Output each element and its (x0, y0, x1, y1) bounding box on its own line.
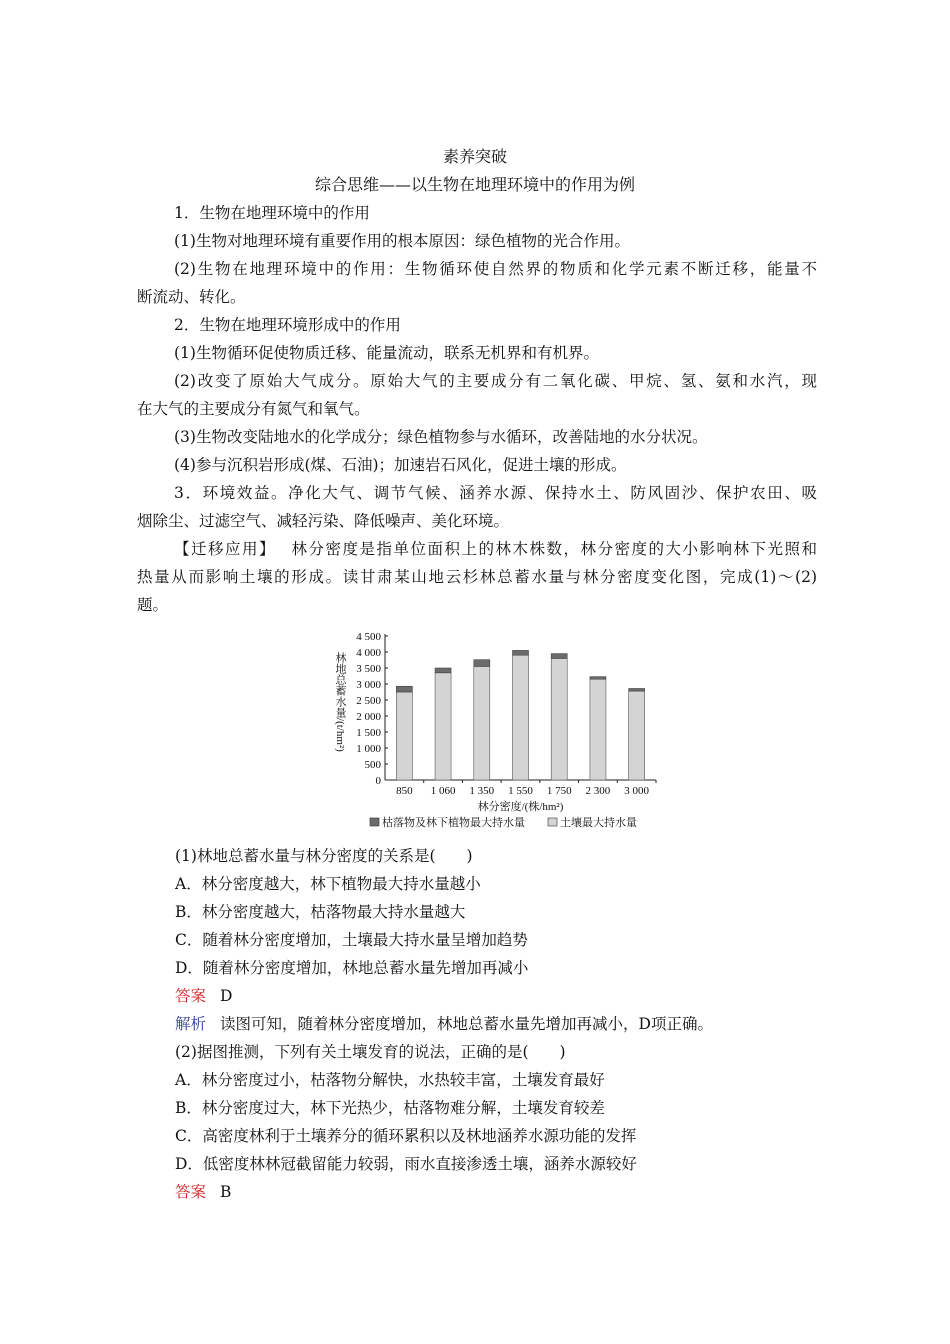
chart-bar-litter (396, 686, 412, 692)
legend-label-litter: 枯落物及林下植物最大持水量 (382, 817, 525, 829)
section-2-para-4: (4)参与沉积岩形成(煤、石油)；加速岩石风化，促进土壤的形成。 (174, 456, 627, 474)
chart-y-tick-label: 0 (375, 775, 381, 787)
chart-bar-litter (629, 688, 645, 691)
chart-y-tick-label: 3 500 (356, 663, 381, 675)
chart-x-tick-label: 1 350 (469, 785, 495, 797)
chart-bar-soil (513, 655, 529, 780)
q2-option-c: C．高密度林利于土壤养分的循环累积以及林地涵养水源功能的发挥 (175, 1127, 637, 1145)
section-1-title: 1．生物在地理环境中的作用 (174, 204, 370, 222)
application-line-2: 热量从而影响土壤的形成。读甘肃某山地云杉林总蓄水量与林分密度变化图，完成(1)～(2) (137, 568, 817, 586)
q1-analysis (175, 1013, 855, 1035)
chart-bar-soil (551, 658, 567, 780)
q2-option-a: A．林分密度过小，枯落物分解快，水热较丰富，土壤发育最好 (175, 1071, 605, 1089)
application-tag: 【迁移应用】 (174, 540, 276, 558)
chart-x-label: 林分密度/(株/hm²) (477, 801, 564, 813)
chart-y-tick-label: 3 000 (356, 679, 381, 691)
section-1-para-2-line-1: (2)生物在地理环境中的作用：生物循环使自然界的物质和化学元素不断迁移，能量不 (174, 260, 817, 278)
section-1-para-2-line-2: 断流动、转化。 (137, 288, 246, 306)
section-2-para-2-line-1: (2)改变了原始大气成分。原始大气的主要成分有二氧化碳、甲烷、氢、氨和水汽，现 (174, 372, 817, 390)
chart-x-tick-label: 1 060 (430, 785, 456, 797)
chart-bar-soil (435, 673, 451, 780)
q2-stem: (2)据图推测，下列有关土壤发育的说法，正确的是( ) (175, 1043, 566, 1061)
q1-option-b: B．林分密度越大，枯落物最大持水量越大 (175, 903, 466, 921)
section-1-para-1: (1)生物对地理环境有重要作用的根本原因：绿色植物的光合作用。 (174, 232, 630, 250)
q2-answer-value: B (220, 1183, 232, 1201)
chart-y-tick-label: 2 000 (356, 711, 381, 723)
chart-y-tick-label: 1 500 (356, 727, 381, 739)
q1-option-c: C．随着林分密度增加，土壤最大持水量呈增加趋势 (175, 931, 528, 949)
chart-bar-litter (590, 677, 606, 680)
chart-x-tick-label: 850 (396, 785, 413, 797)
chart-bar-litter (474, 660, 490, 667)
q1-option-d: D．随着林分密度增加，林地总蓄水量先增加再减小 (175, 959, 529, 977)
section-2-para-3: (3)生物改变陆地水的化学成分；绿色植物参与水循环，改善陆地的水分状况。 (174, 428, 708, 446)
chart-y-tick-label: 4 000 (356, 647, 381, 659)
chart-bar-litter (435, 668, 451, 673)
legend-swatch-litter (370, 818, 379, 826)
legend-label-soil: 土壤最大持水量 (560, 817, 637, 829)
water-storage-chart (330, 626, 660, 836)
section-2-para-1: (1)生物循环促使物质迁移、能量流动，联系无机界和有机界。 (174, 344, 599, 362)
section-3-line-1: 3．环境效益。净化大气、调节气候、涵养水源、保持水土、防风固沙、保护农田、吸 (174, 484, 817, 502)
section-3-line-2: 烟除尘、过滤空气、减轻污染、降低噪声、美化环境。 (137, 512, 510, 530)
q1-option-a: A．林分密度越大，林下植物最大持水量越小 (175, 875, 481, 893)
page-title: 素养突破 (442, 147, 507, 166)
application-text: 林分密度是指单位面积上的林木株数，林分密度的大小影响林下光照和 (290, 540, 817, 558)
chart-x-tick-label: 1 750 (546, 785, 572, 797)
chart-bar-soil (629, 691, 645, 780)
chart-bar-litter (513, 650, 529, 655)
section-2-title: 2．生物在地理环境形成中的作用 (174, 316, 401, 334)
q2-answer-label: 答案 (175, 1183, 207, 1201)
q2-option-b: B．林分密度过大，林下光热少，枯落物难分解，土壤发育较差 (175, 1099, 605, 1117)
chart-svg (330, 626, 660, 836)
q1-analysis-text: 读图可知，随着林分密度增加，林地总蓄水量先增加再减小，D项正确。 (220, 1015, 713, 1033)
chart-y-tick-label: 2 500 (356, 695, 381, 707)
q1-answer (175, 985, 855, 1007)
chart-bar-soil (396, 692, 412, 780)
legend-swatch-soil (548, 818, 557, 826)
application-line-3: 题。 (137, 596, 169, 614)
page-subtitle: 综合思维——以生物在地理环境中的作用为例 (314, 175, 635, 194)
application-line-1 (174, 538, 817, 560)
q1-answer-value: D (220, 987, 233, 1005)
chart-y-tick-label: 4 500 (356, 631, 381, 643)
chart-y-tick-label: 500 (364, 759, 381, 771)
chart-y-label: 林地总蓄水量/(t/hm²) (334, 652, 346, 752)
chart-x-tick-label: 3 000 (624, 785, 650, 797)
chart-bar-soil (590, 679, 606, 780)
q1-answer-label: 答案 (175, 987, 207, 1005)
chart-bar-litter (551, 654, 567, 659)
q2-answer (175, 1181, 855, 1203)
chart-bar-soil (474, 666, 490, 780)
q1-stem: (1)林地总蓄水量与林分密度的关系是( ) (175, 847, 473, 865)
chart-x-tick-label: 1 550 (508, 785, 533, 797)
chart-x-tick-label: 2 300 (585, 785, 611, 797)
q1-analysis-label: 解析 (175, 1015, 207, 1033)
q2-option-d: D．低密度林林冠截留能力较弱，雨水直接渗透土壤，涵养水源较好 (175, 1155, 637, 1173)
section-2-para-2-line-2: 在大气的主要成分有氮气和氧气。 (137, 400, 370, 418)
chart-y-tick-label: 1 000 (356, 743, 381, 755)
